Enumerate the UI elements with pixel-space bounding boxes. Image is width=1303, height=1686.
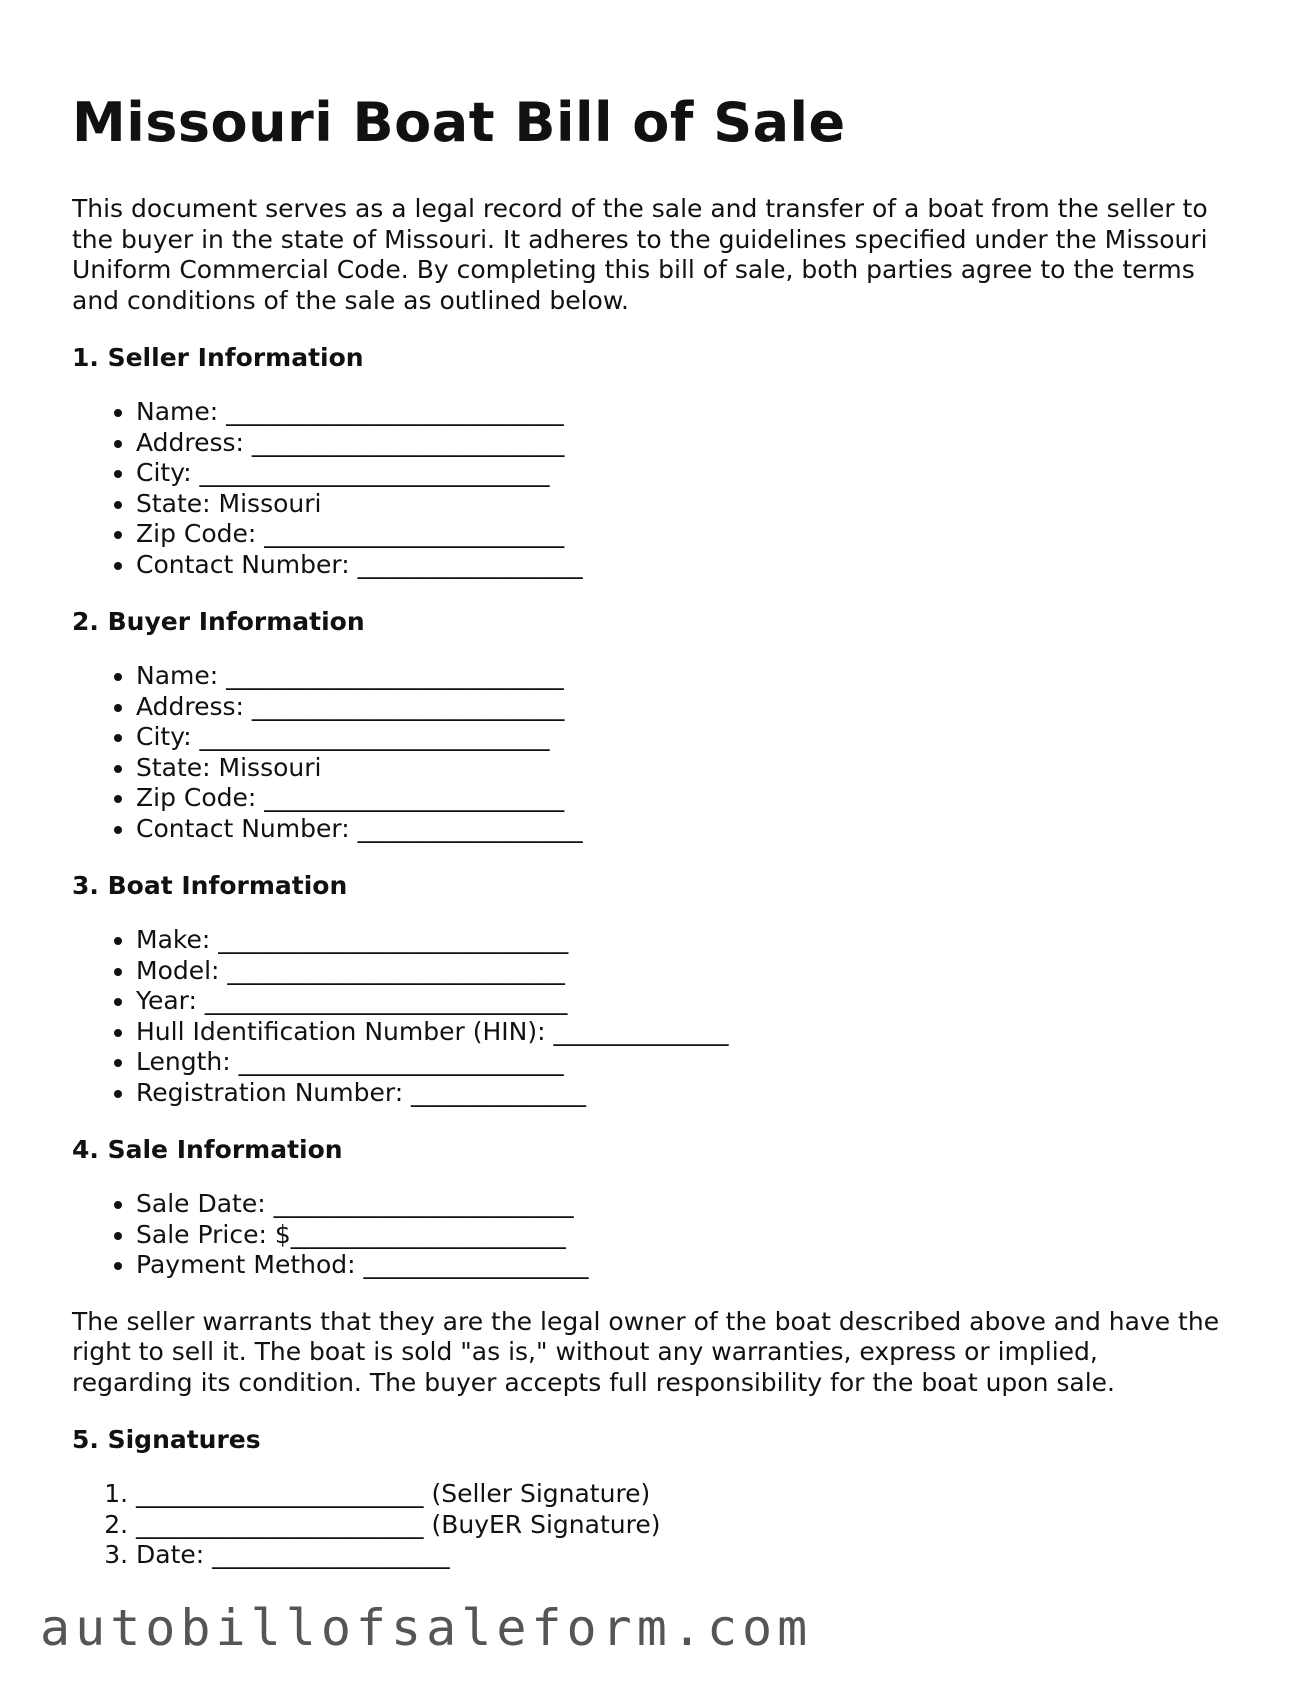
boat-registration-text: Registration Number: ______________ (136, 1077, 587, 1107)
seller-state-text: State: Missouri (136, 488, 322, 518)
signatures-heading: 5. Signatures (72, 1425, 261, 1454)
buyer-name-field[interactable] (136, 661, 1222, 692)
buyer-contact-field[interactable] (136, 814, 1222, 845)
boat-registration-field[interactable] (136, 1078, 1222, 1109)
document-title: Missouri Boat Bill of Sale (72, 91, 846, 154)
sale-date-text: Sale Date: ________________________ (136, 1189, 574, 1218)
sale-price-field[interactable] (136, 1220, 1222, 1251)
seller-state-field (136, 489, 1222, 520)
sale-list (72, 1189, 1222, 1281)
boat-hin-field[interactable] (136, 1017, 1222, 1048)
boat-list (72, 925, 1222, 1108)
buyer-list (72, 661, 1222, 844)
buyer-zip-field[interactable] (136, 783, 1222, 814)
buyer-address-field[interactable] (136, 692, 1222, 723)
seller-name-field[interactable] (136, 397, 1222, 428)
sale-price-text: Sale Price: $______________________ (136, 1219, 566, 1249)
boat-model-text: Model: ___________________________ (136, 955, 565, 985)
seller-address-text: Address: _________________________ (136, 427, 565, 457)
buyer-contact-text: Contact Number: __________________ (136, 813, 583, 843)
boat-year-text: Year: _____________________________ (136, 986, 568, 1015)
buyer-name-text: Name: ___________________________ (136, 661, 564, 690)
seller-city-text: City: ____________________________ (136, 458, 550, 487)
buyer-signature-field[interactable] (136, 1510, 1222, 1541)
boat-year-field[interactable] (136, 986, 1222, 1017)
buyer-signature-text: _______________________ (BuyER Signature) (136, 1509, 661, 1539)
buyer-heading: 2. Buyer Information (72, 607, 365, 636)
buyer-city-text: City: ____________________________ (136, 722, 550, 751)
boat-make-field[interactable] (136, 925, 1222, 956)
sale-heading: 4. Sale Information (72, 1135, 343, 1164)
buyer-state-field (136, 753, 1222, 784)
boat-length-text: Length: __________________________ (136, 1047, 564, 1076)
seller-contact-field[interactable] (136, 550, 1222, 581)
payment-method-text: Payment Method: __________________ (136, 1250, 589, 1279)
seller-signature-field[interactable] (136, 1479, 1222, 1510)
seller-contact-text: Contact Number: __________________ (136, 549, 583, 579)
intro-paragraph: This document serves as a legal record of the sale and transfer of a boat from the seller to the buyer in the state of Missouri. It adheres to the guidelines specified under the Missouri Uniform Commercial Code. By completing this bill of sale, both parties agree to the terms and conditions of the sale as outlined below. (72, 194, 1208, 315)
buyer-state-text: State: Missouri (136, 752, 322, 782)
boat-length-field[interactable] (136, 1047, 1222, 1078)
buyer-zip-text: Zip Code: ________________________ (136, 783, 565, 812)
signature-date-text: Date: ___________________ (136, 1540, 450, 1569)
boat-model-field[interactable] (136, 956, 1222, 987)
seller-city-field[interactable] (136, 458, 1222, 489)
buyer-address-text: Address: _________________________ (136, 691, 565, 721)
warranty-paragraph: The seller warrants that they are the legal owner of the boat described above and have the right to sell it. The boat is sold "as is," without any warranties, express or implied, regarding its condition. The buyer accepts full responsibility for the boat upon sale. (72, 1306, 1220, 1397)
seller-signature-text: _______________________ (Seller Signature) (136, 1479, 651, 1508)
boat-heading: 3. Boat Information (72, 871, 348, 900)
signatures-list (72, 1479, 1222, 1571)
seller-address-field[interactable] (136, 428, 1222, 459)
buyer-city-field[interactable] (136, 722, 1222, 753)
seller-name-text: Name: ___________________________ (136, 397, 564, 426)
seller-heading: 1. Seller Information (72, 343, 364, 372)
site-watermark: autobillofsaleform.com (40, 1599, 813, 1657)
document-page (72, 88, 1222, 1571)
boat-hin-text: Hull Identification Number (HIN): ______________ (136, 1016, 729, 1046)
sale-date-field[interactable] (136, 1189, 1222, 1220)
payment-method-field[interactable] (136, 1250, 1222, 1281)
seller-zip-text: Zip Code: ________________________ (136, 519, 565, 548)
seller-list (72, 397, 1222, 580)
signature-date-field[interactable] (136, 1540, 1222, 1571)
boat-make-text: Make: ____________________________ (136, 925, 569, 954)
seller-zip-field[interactable] (136, 519, 1222, 550)
